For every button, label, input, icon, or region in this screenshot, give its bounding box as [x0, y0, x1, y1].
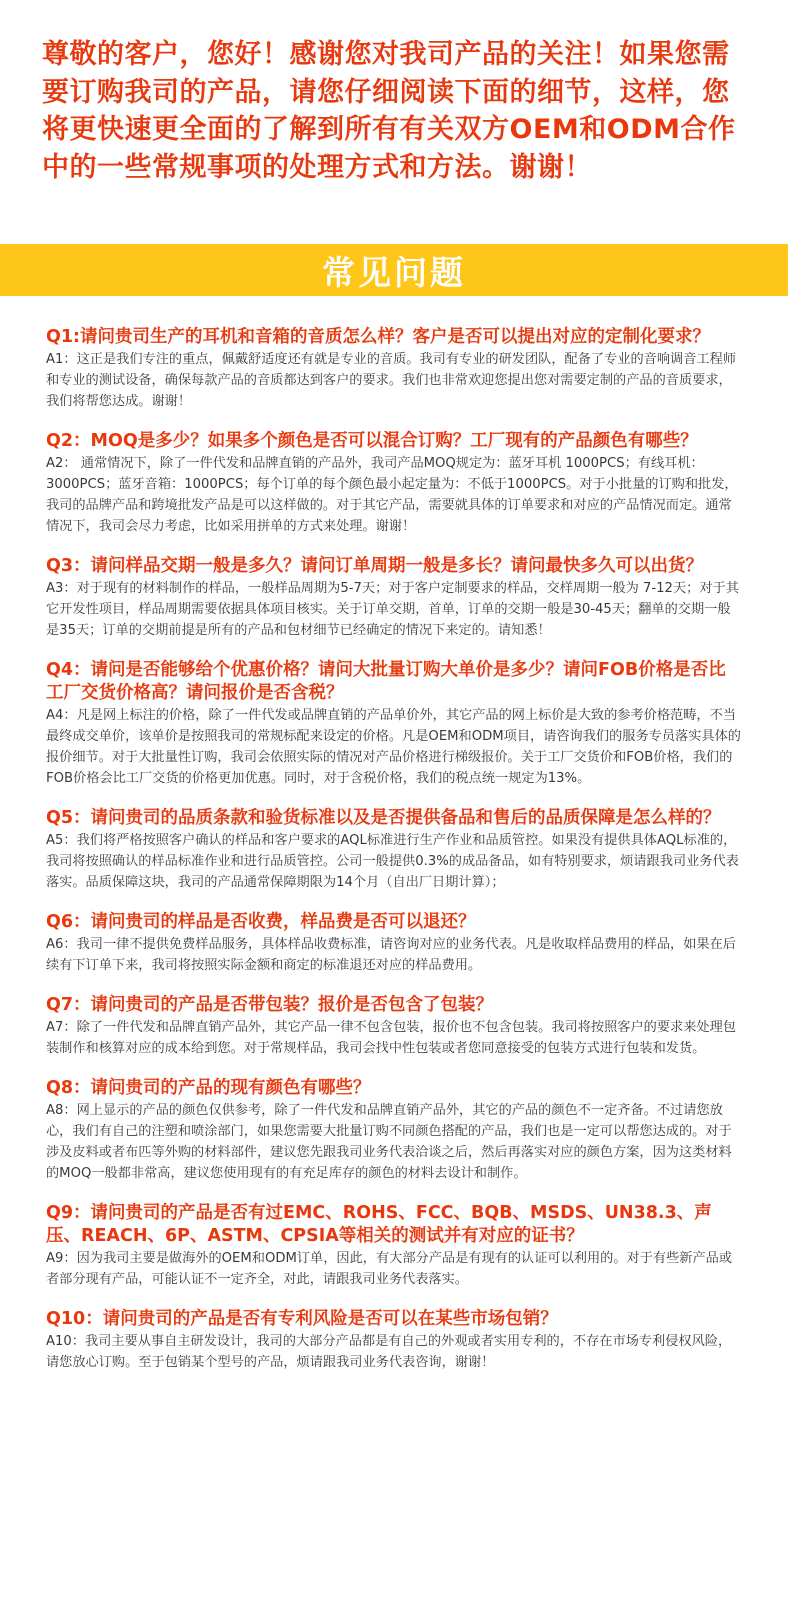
faq-item: [46, 555, 742, 641]
faq-answer: A4：凡是网上标注的价格，除了一件代发或品牌直销的产品单价外，其它产品的网上标价是大致的参考价格范畴，不当最终成交单价，该单价是按照我司的常规标配来设定的价格。凡是OEM和ODM项目，请咨询我们的服务专员落实具体的报价细节。对于大批量性订购，我司会依照实际的情况对产品价格进行梯级报价。关于工厂交货价和FOB价格，我们的FOB价格会比工厂交货的价格更加优惠。同时，对于含税价格，我们的税点统一规定为13%。: [46, 708, 741, 786]
faq-answer: A1：这正是我们专注的重点，佩戴舒适度还有就是专业的音质。我司有专业的研发团队，配备了专业的音响调音工程师和专业的测试设备，确保每款产品的音质都达到客户的要求。我们也非常欢迎您提出您对需要定制的产品的音质要求，我们将帮您达成。谢谢！: [46, 352, 736, 409]
faq-answer: A9：因为我司主要是做海外的OEM和ODM订单，因此，有大部分产品是有现有的认证可以利用的。对于有些新产品或者部分现有产品，可能认证不一定齐全，对此，请跟我司业务代表落实。: [46, 1251, 733, 1287]
faq-question: Q7：请问贵司的产品是否带包装？报价是否包含了包装？: [46, 995, 494, 1015]
faq-answer: A7：除了一件代发和品牌直销产品外，其它产品一律不包含包装，报价也不包含包装。我司将按照客户的要求来处理包装制作和核算对应的成本给到您。对于常规样品，我司会找中性包装或者您同意接受的包装方式进行包装和发货。: [46, 1020, 736, 1056]
faq-answer: A5：我们将严格按照客户确认的样品和客户要求的AQL标准进行生产作业和品质管控。如果没有提供具体AQL标准的，我司将按照确认的样品标准作业和进行品质管控。公司一般提供0.3%的成品备品，如有特别要求，烦请跟我司业务代表落实。品质保障这块，我司的产品通常保障期限为14个月（自出厂日期计算）；: [46, 833, 739, 890]
faq-answer: A2： 通常情况下，除了一件代发和品牌直销的产品外，我司产品MOQ规定为：蓝牙耳机 1000PCS；有线耳机：3000PCS；蓝牙音箱：1000PCS；每个订单的每个颜色最小起定量为：不低于1000PCS。对于小批量的订购和批发，我司的品牌产品和跨境批发产品是可以这样做的。对于其它产品，需要就具体的订单要求和对应的产品情况而定。通常情况下，我司会尽力考虑，比如采用拼单的方式来处理。谢谢！: [46, 456, 738, 534]
faq-item: [46, 430, 742, 537]
faq-question: Q9：请问贵司的产品是否有过EMC、ROHS、FCC、BQB、MSDS、UN38.3、声压、REACH、6P、ASTM、CPSIA等相关的测试并有对应的证书？: [46, 1203, 712, 1246]
intro-section: [0, 0, 788, 204]
faq-item: [46, 659, 742, 789]
faq-answer: A6：我司一律不提供免费样品服务，具体样品收费标准，请咨询对应的业务代表。凡是收取样品费用的样品，如果在后续有下订单下来，我司将按照实际金额和商定的标准退还对应的样品费用。: [46, 937, 736, 973]
faq-list: [46, 326, 742, 1391]
faq-item: [46, 1077, 742, 1184]
faq-item: [46, 807, 742, 893]
faq-item: [46, 911, 742, 976]
faq-question: Q4：请问是否能够给个优惠价格？请问大批量订购大单价是多少？请问FOB价格是否比工厂交货价格高？请问报价是否含税？: [46, 660, 726, 703]
faq-question: Q2：MOQ是多少？如果多个颜色是否可以混合订购？工厂现有的产品颜色有哪些？: [46, 431, 698, 451]
faq-answer: A10：我司主要从事自主研发设计，我司的大部分产品都是有自己的外观或者实用专利的，不存在市场专利侵权风险，请您放心订购。至于包销某个型号的产品，烦请跟我司业务代表咨询，谢谢！: [46, 1334, 732, 1370]
faq-item: [46, 1202, 742, 1290]
faq-question: Q5：请问贵司的品质条款和验货标准以及是否提供备品和售后的品质保障是怎么样的？: [46, 808, 721, 828]
faq-item: [46, 1308, 742, 1373]
banner-title: 常见问题: [322, 252, 466, 292]
faq-question: Q8：请问贵司的产品的现有颜色有哪些？: [46, 1078, 371, 1098]
faq-question: Q6：请问贵司的样品是否收费，样品费是否可以退还？: [46, 912, 476, 932]
faq-answer: A3：对于现有的材料制作的样品，一般样品周期为5-7天；对于客户定制要求的样品，交样周期一般为 7-12天；对于其它开发性项目，样品周期需要依据具体项目核实。关于订单交期，首单，订单的交期一般是30-45天；翻单的交期一般是35天；订单的交期前提是所有的产品和包材细节已经确定的情况下来定的。请知悉！: [46, 581, 739, 638]
faq-item: [46, 326, 742, 412]
faq-question: Q1:请问贵司生产的耳机和音箱的音质怎么样？客户是否可以提出对应的定制化要求？: [46, 327, 711, 347]
faq-item: [46, 994, 742, 1059]
faq-question: Q10：请问贵司的产品是否有专利风险是否可以在某些市场包销？: [46, 1309, 558, 1329]
faq-question: Q3：请问样品交期一般是多久？请问订单周期一般是多长？请问最快多久可以出货？: [46, 556, 704, 576]
faq-answer: A8：网上显示的产品的颜色仅供参考，除了一件代发和品牌直销产品外，其它的产品的颜色不一定齐备。不过请您放心，我们有自己的注塑和喷涂部门，如果您需要大批量订购不同颜色搭配的产品，我们也是一定可以帮您达成的。对于涉及皮料或者布匹等外购的材料部件，建议您先跟我司业务代表洽谈之后，然后再落实对应的颜色方案，因为这类材料的MOQ一般都非常高，建议您使用现有的有充足库存的颜色的材料去设计和制作。: [46, 1103, 732, 1181]
intro-text: 尊敬的客户，您好！感谢您对我司产品的关注！如果您需要订购我司的产品，请您仔细阅读下面的细节，这样，您将更快速更全面的了解到所有有关双方OEM和ODM合作中的一些常规事项的处理方式和方法。谢谢！: [42, 39, 736, 183]
faq-banner: [0, 244, 788, 296]
